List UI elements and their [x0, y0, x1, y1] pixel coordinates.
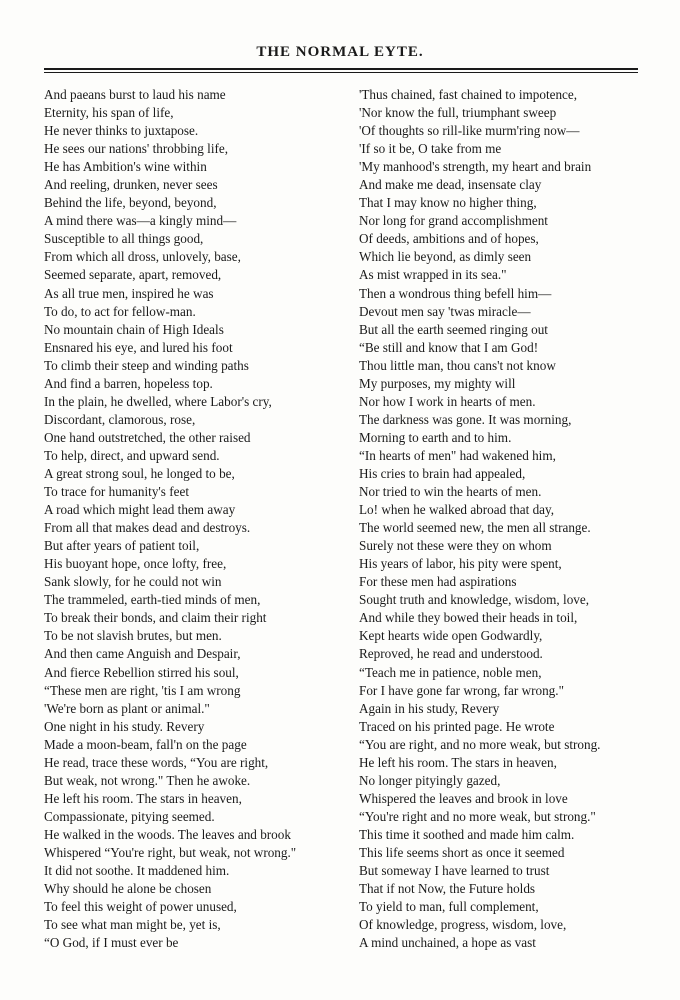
poem-line: No longer pityingly gazed, [359, 772, 501, 788]
poem-line: A road which might lead them away [44, 502, 236, 518]
poem-line: In the plain, he dwelled, where Labor's cry, [44, 393, 272, 409]
poem-line: To feel this weight of power unused, [44, 899, 237, 915]
poem-line: 'Nor know the full, triumphant sweep [359, 105, 557, 121]
poem-line: My purposes, my mighty will [359, 375, 516, 391]
poem-line: That I may know no higher thing, [359, 195, 537, 211]
poem-line: As all true men, inspired he was [44, 285, 214, 301]
poem-line: To see what man might be, yet is, [44, 917, 221, 933]
poem-line: He sees our nations' throbbing life, [44, 141, 229, 157]
poem-line: It did not soothe. It maddened him. [44, 863, 230, 879]
poem-line: To be not slavish brutes, but men. [44, 628, 222, 644]
poem-line: But all the earth seemed ringing out [359, 321, 548, 337]
poem-line: Discordant, clamorous, rose, [44, 411, 196, 427]
poem-line: Reproved, he read and understood. [359, 646, 543, 662]
poem-line: “Teach me in patience, noble men, [359, 664, 542, 680]
poem-line: “Be still and know that I am God! [359, 339, 539, 355]
poem-line: His years of labor, his pity were spent, [359, 556, 562, 572]
poem-line: And make me dead, insensate clay [359, 177, 542, 193]
header-rule [44, 68, 638, 70]
poem-line: Why should he alone be chosen [44, 881, 212, 897]
poem-line: 'Thus chained, fast chained to impotence, [359, 87, 578, 102]
poem-line: 'We're born as plant or animal." [44, 700, 210, 716]
poem-line: “In hearts of men" had wakened him, [359, 447, 556, 463]
poem-line: From all that makes dead and destroys. [44, 520, 251, 536]
poem-line: He left his room. The stars in heaven, [44, 790, 242, 806]
poem-line: Nor long for grand accomplishment [359, 213, 548, 229]
poem-line: But someway I have learned to trust [359, 863, 550, 879]
poem-line: To climb their steep and winding paths [44, 357, 249, 373]
poem-line: 'If so it be, O take from me [359, 141, 502, 157]
poem-line: No mountain chain of High Ideals [44, 321, 224, 337]
poem-line: Of knowledge, progress, wisdom, love, [359, 917, 567, 933]
poem-line: For I have gone far wrong, far wrong." [359, 682, 564, 698]
poem-line: 'My manhood's strength, my heart and brain [359, 159, 592, 175]
poem-line: For these men had aspirations [359, 574, 517, 590]
poem-line: Then a wondrous thing befell him— [359, 285, 552, 301]
poem-line: Sank slowly, for he could not win [44, 574, 222, 590]
poem-line: Traced on his printed page. He wrote [359, 718, 555, 734]
poem-line: Nor how I work in hearts of men. [359, 393, 536, 409]
poem-line: Again in his study, Revery [359, 700, 500, 716]
poem-line: He has Ambition's wine within [44, 159, 207, 175]
poem-line: Of deeds, ambitions and of hopes, [359, 231, 539, 247]
poem-line: Ensnared his eye, and lured his foot [44, 339, 233, 355]
poem-line: Sought truth and knowledge, wisdom, love, [359, 592, 590, 608]
poem-line: Devout men say 'twas miracle— [359, 303, 531, 319]
poem-line: But after years of patient toil, [44, 538, 200, 554]
poem-line: From which all dross, unlovely, base, [44, 249, 241, 265]
poem-line: Thou little man, thou cans't not know [359, 357, 556, 373]
poem-line: He read, trace these words, “You are right, [44, 754, 269, 770]
poem-line: And reeling, drunken, never sees [44, 177, 218, 193]
poem-line: Morning to earth and to him. [359, 429, 512, 445]
poem-line: Whispered the leaves and brook in love [359, 790, 568, 806]
poem-line: Eternity, his span of life, [44, 105, 174, 121]
right-column [359, 86, 639, 952]
poem-line: One night in his study. Revery [44, 718, 205, 734]
poem-line: And while they bowed their heads in toil, [359, 610, 578, 626]
poem-line: Seemed separate, apart, removed, [44, 267, 222, 283]
poem-line: The trammeled, earth-tied minds of men, [44, 592, 261, 608]
poem-line: Nor tried to win the hearts of men. [359, 484, 542, 500]
poem-line: He never thinks to juxtapose. [44, 123, 199, 139]
poem-line: He walked in the woods. The leaves and brook [44, 826, 291, 842]
poem-line: That if not Now, the Future holds [359, 881, 536, 897]
poem-line: To trace for humanity's feet [44, 484, 189, 500]
poem-line: As mist wrapped in its sea." [359, 267, 507, 283]
poem-line: A mind there was—a kingly mind— [44, 213, 237, 229]
poem-line: “These men are right, 'tis I am wrong [44, 682, 241, 698]
poem-line: But weak, not wrong." Then he awoke. [44, 772, 251, 788]
poem-line: This life seems short as once it seemed [359, 844, 565, 860]
poem-line: Made a moon-beam, fall'n on the page [44, 736, 247, 752]
page-title: THE NORMAL EYTE. [256, 44, 424, 60]
poem-line: Which lie beyond, as dimly seen [359, 249, 532, 265]
poem-line: To yield to man, full complement, [359, 899, 539, 915]
poem-line: And then came Anguish and Despair, [44, 646, 241, 662]
poem-line: The world seemed new, the men all strange. [359, 520, 591, 536]
poem-line: His buoyant hope, once lofty, free, [44, 556, 227, 572]
poem-line: His cries to brain had appealed, [359, 465, 526, 481]
poem-line: And find a barren, hopeless top. [44, 375, 213, 391]
header-rule-thin [44, 72, 638, 73]
poem-line: And fierce Rebellion stirred his soul, [44, 664, 239, 680]
poem-line: 'Of thoughts so rill-like murm'ring now— [359, 123, 580, 139]
poem-line: He left his room. The stars in heaven, [359, 754, 557, 770]
poem-line: Surely not these were they on whom [359, 538, 552, 554]
poem-line: Susceptible to all things good, [44, 231, 204, 247]
poem-line: To help, direct, and upward send. [44, 447, 220, 463]
poem-line: Kept hearts wide open Godwardly, [359, 628, 543, 644]
poem-line: A great strong soul, he longed to be, [44, 465, 235, 481]
poem-line: And paeans burst to laud his name [44, 87, 226, 102]
poem-line: To do, to act for fellow-man. [44, 303, 196, 319]
poem-line: The darkness was gone. It was morning, [359, 411, 572, 427]
left-column [44, 86, 336, 952]
poem-line: Compassionate, pitying seemed. [44, 808, 215, 824]
poem-line: A mind unchained, a hope as vast [359, 935, 536, 951]
poem-line: “O God, if I must ever be [44, 935, 179, 951]
poem-line: “You're right and no more weak, but strong." [359, 808, 596, 824]
poem-line: “You are right, and no more weak, but strong. [359, 736, 601, 752]
poem-line: To break their bonds, and claim their right [44, 610, 267, 626]
poem-line: Lo! when he walked abroad that day, [359, 502, 555, 518]
poem-line: Whispered “You're right, but weak, not wrong." [44, 844, 297, 860]
poem-line: Behind the life, beyond, beyond, [44, 195, 217, 211]
poem-line: One hand outstretched, the other raised [44, 429, 251, 445]
poem-line: This time it soothed and made him calm. [359, 826, 575, 842]
